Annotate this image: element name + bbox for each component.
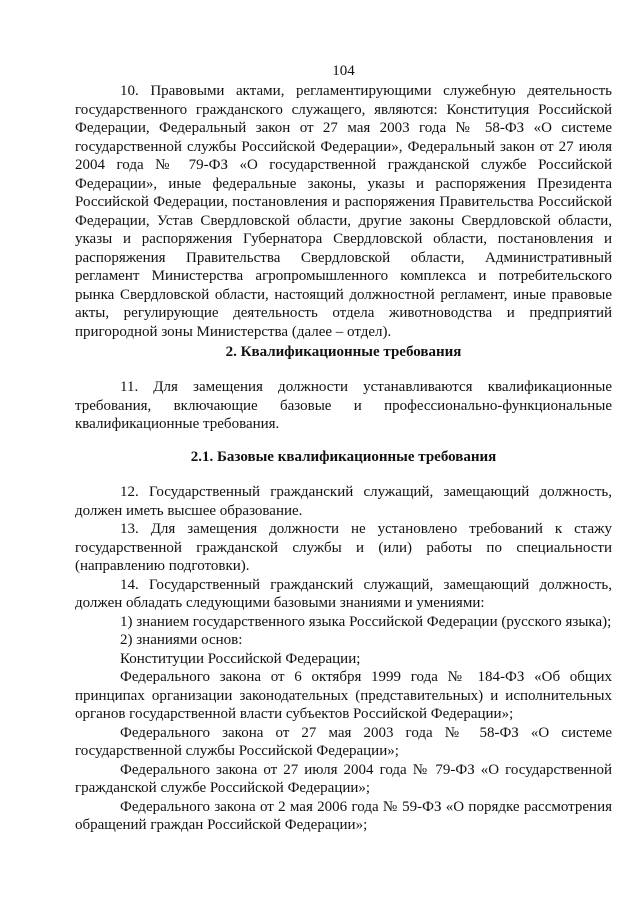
section-2-heading: 2. Квалификационные требования xyxy=(225,344,462,360)
paragraph-12: 12. Государственный гражданский служащий, замещающий должность, должен иметь высшее образование. xyxy=(75,484,612,519)
section-2-heading-block xyxy=(75,343,612,362)
page-number: 104 xyxy=(332,63,355,79)
list-item-1: 1) знанием государственного языка Российской Федерации (русского языка); xyxy=(120,613,612,630)
basis-law-79: Федерального закона от 27 июля 2004 года № 79-ФЗ «О государственной гражданской службе Российской Федерации»; xyxy=(75,761,612,796)
paragraph-10-block xyxy=(75,82,612,341)
section-2-1-heading: 2.1. Базовые квалификационные требования xyxy=(190,449,497,465)
paragraph-11-block xyxy=(75,378,612,434)
basis-law-59: Федерального закона от 2 мая 2006 года № 59-ФЗ «О порядке рассмотрения обращений граждан Российской Федерации»; xyxy=(75,798,612,833)
paragraph-11: 11. Для замещения должности устанавливаются квалификационные требования, включающие базовые и профессионально-функциональные квалификационные требования. xyxy=(75,379,612,432)
paragraph-13: 13. Для замещения должности не установлено требований к стажу государственной гражданской службы и (или) работы по специальности (направлению подготовки). xyxy=(75,521,612,574)
paragraph-14: 14. Государственный гражданский служащий, замещающий должность, должен обладать следующими базовыми знаниями и умениями: xyxy=(75,576,612,611)
paragraph-10: 10. Правовыми актами, регламентирующими служебную деятельность государственного гражданского служащего, являются: Конституция Российской Федерации, Федеральный закон от 27 мая 2003 года № 58-ФЗ «О системе государственной службы Российской Федерации», Федеральный закон от 27 июля 2004 года № 79-ФЗ «О государственной гражданской службе Российской Федерации», иные федеральные законы, указы и распоряжения Президента Российской Федерации, постановления и распоряжения Правительства Российской Федерации, Устав Свердловской области, другие законы Свердловской области, указы и распоряжения Губернатора Свердловской области, постановления и распоряжения Правительства Свердловской области, Административный регламент Министерства агропромышленного комплекса и потребительского рынка Свердловской области, настоящий должностной регламент, иные правовые акты, регулирующие деятельность отдела животноводства и предприятий пригородной зоны Министерства (далее – отдел). xyxy=(75,83,612,340)
basis-law-58: Федерального закона от 27 мая 2003 года № 58-ФЗ «О системе государственной службы Российской Федерации»; xyxy=(75,724,612,759)
section-2-1-heading-block xyxy=(75,448,612,467)
list-item-2: 2) знаниями основ: xyxy=(120,632,243,648)
basis-constitution: Конституции Российской Федерации; xyxy=(120,650,361,667)
basis-law-184: Федерального закона от 6 октября 1999 года № 184-ФЗ «Об общих принципах организации законодательных (представительных) и исполнительных органов государственной власти субъектов Российской Федерации»; xyxy=(75,669,612,722)
section-2-1-body xyxy=(75,483,612,835)
